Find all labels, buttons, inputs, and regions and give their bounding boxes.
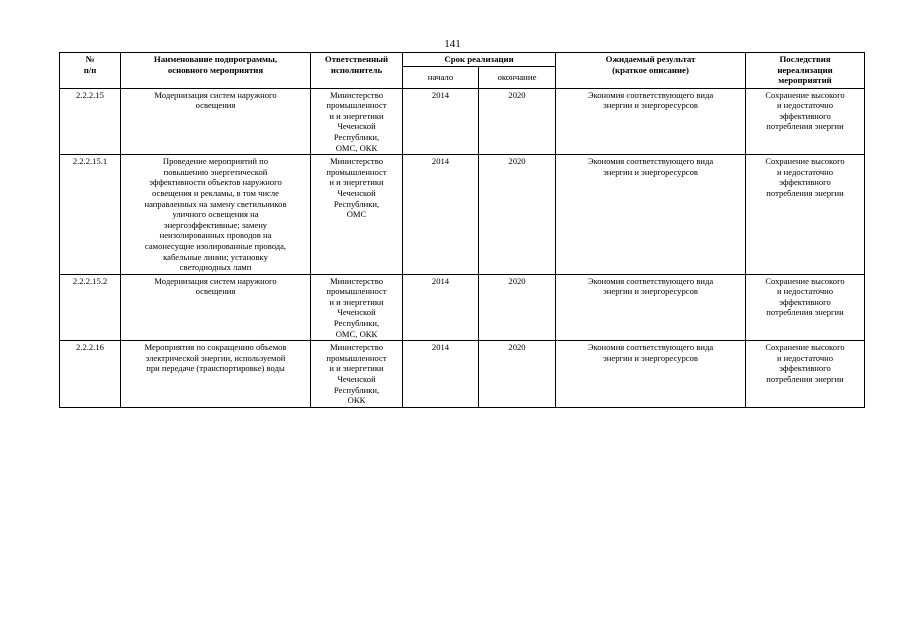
row-executor: Министерство промышленност и и энергетики Чеченской Республики, ОМС, ОКК (311, 88, 403, 155)
row-result: Экономия соответствующего вида энергии и энергоресурсов (556, 274, 746, 341)
header-number: № п/п (60, 53, 121, 89)
row-name: Проведение мероприятий по повышению энергетической эффективности объектов наружного освещения и рекламы, в том числе направленных на замену светильников уличного освещения на энергоэффективные; замену неизолированных проводов на самонесущие изолированные провода, кабельные линии; установку светодиодных ламп (121, 155, 311, 275)
page-number: 141 (444, 38, 461, 50)
row-result: Экономия соответствующего вида энергии и энергоресурсов (556, 88, 746, 155)
row-name: Модернизация систем наружного освещения (121, 88, 311, 155)
row-consequences: Сохранение высокого и недостаточно эффективного потребления энергии (746, 155, 865, 275)
table-header (60, 53, 865, 89)
table-row (60, 341, 865, 408)
header-name: Наименование подпрограммы, основного мероприятия (121, 53, 311, 89)
header-end: окончание (479, 66, 556, 88)
row-executor: Министерство промышленност и и энергетики Чеченской Республики, ОМС, ОКК (311, 274, 403, 341)
header-result: Ожидаемый результат (краткое описание) (556, 53, 746, 89)
row-start: 2014 (403, 274, 479, 341)
row-end: 2020 (479, 88, 556, 155)
row-start: 2014 (403, 88, 479, 155)
row-executor: Министерство промышленност и и энергетики Чеченской Республики, ОКК (311, 341, 403, 408)
program-measures-table (59, 52, 865, 408)
header-consequences: Последствия нереализации мероприятий (746, 53, 865, 89)
row-result: Экономия соответствующего вида энергии и энергоресурсов (556, 341, 746, 408)
row-executor: Министерство промышленност и и энергетики Чеченской Республики, ОМС (311, 155, 403, 275)
row-consequences: Сохранение высокого и недостаточно эффективного потребления энергии (746, 88, 865, 155)
table-row (60, 274, 865, 341)
row-name: Мероприятия по сокращению объемов электрической энергии, используемой при передаче (транспортировке) воды (121, 341, 311, 408)
header-executor: Ответственный исполнитель (311, 53, 403, 89)
row-end: 2020 (479, 341, 556, 408)
row-number: 2.2.2.15.2 (60, 274, 121, 341)
row-start: 2014 (403, 155, 479, 275)
row-number: 2.2.2.15.1 (60, 155, 121, 275)
row-number: 2.2.2.15 (60, 88, 121, 155)
row-result: Экономия соответствующего вида энергии и энергоресурсов (556, 155, 746, 275)
row-end: 2020 (479, 274, 556, 341)
table-row (60, 155, 865, 275)
row-number: 2.2.2.16 (60, 341, 121, 408)
header-period: Срок реализации (403, 53, 556, 67)
row-name: Модернизация систем наружного освещения (121, 274, 311, 341)
row-consequences: Сохранение высокого и недостаточно эффективного потребления энергии (746, 341, 865, 408)
table-body (60, 88, 865, 407)
header-start: начало (403, 66, 479, 88)
row-start: 2014 (403, 341, 479, 408)
table-row (60, 88, 865, 155)
row-end: 2020 (479, 155, 556, 275)
row-consequences: Сохранение высокого и недостаточно эффективного потребления энергии (746, 274, 865, 341)
